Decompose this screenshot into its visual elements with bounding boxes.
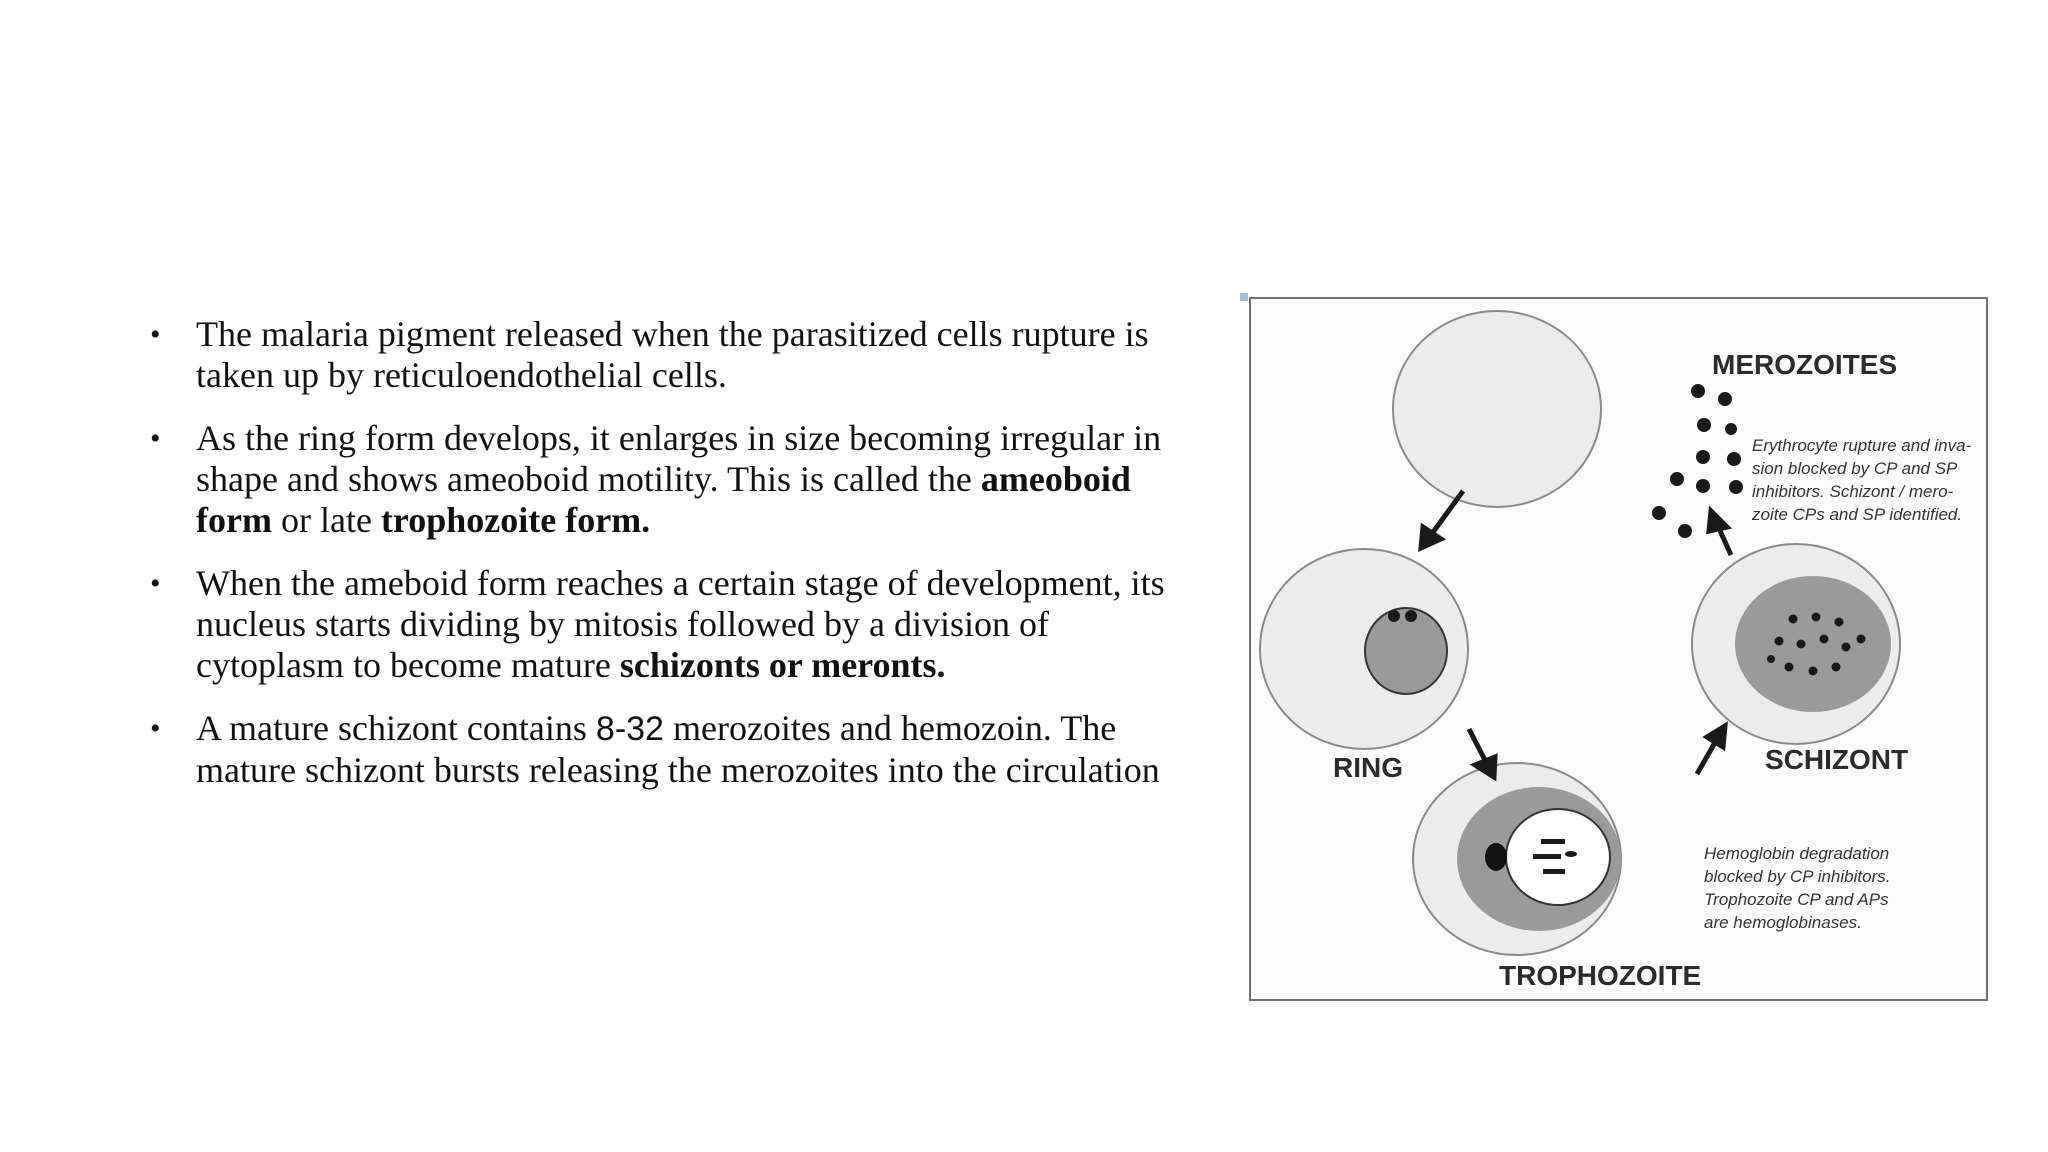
bullet-item (150, 418, 1200, 541)
bullet-item (150, 314, 1200, 396)
bullet-text: A mature schizont contains (196, 708, 596, 748)
bullet-text: merozoites and hemozoin. The mature schizont bursts releasing the merozoites into the circulation (196, 708, 1160, 790)
arrow-to-ring (1431, 491, 1463, 535)
life-cycle-diagram (1251, 299, 1986, 999)
selection-handle (1240, 293, 1248, 301)
bullet-text: ameoboid form (196, 459, 1131, 540)
bullet-dot: • (150, 712, 161, 745)
svg-text:Erythrocyte rupture and inva-: Erythrocyte rupture and inva- (1752, 436, 1972, 455)
label-trophozoite: TROPHOZOITE (1499, 960, 1702, 991)
svg-text:Hemoglobin degradation: Hemoglobin degradation (1704, 844, 1890, 863)
bullet-text: schizonts or meronts. (619, 645, 946, 685)
bullet-text: The malaria pigment released when the parasitized cells rupture is taken up by reticuloendothelial cells. (196, 314, 1149, 395)
svg-text:are hemoglobinases.: are hemoglobinases. (1704, 913, 1862, 932)
schizont-parasite (1735, 576, 1891, 712)
trophozoite-chromatin-black (1485, 843, 1507, 871)
label-ring: RING (1333, 752, 1403, 783)
bullet-dot: • (150, 567, 161, 600)
svg-text:zoite CPs and SP identified.: zoite CPs and SP identified. (1752, 505, 1963, 524)
bullet-item (150, 708, 1200, 791)
bullet-text: 8-32 (595, 710, 664, 748)
merozoite-dots (1652, 384, 1743, 538)
bullet-item (150, 563, 1200, 686)
ruptured-cell (1393, 311, 1601, 507)
bullet-dot: • (150, 422, 161, 455)
ring-parasite (1365, 608, 1447, 694)
life-cycle-figure (1249, 297, 1988, 1001)
bullet-list (150, 314, 1200, 813)
bullet-text: As the ring form develops, it enlarges in size becoming irregular in shape and shows ameoboid motility. This is called the (196, 418, 1162, 499)
note-hemoglobin (1704, 844, 1890, 932)
note-rupture (1751, 436, 1972, 524)
bullet-text: trophozoite form. (380, 500, 651, 540)
bullet-dot: • (150, 318, 161, 351)
svg-text:Trophozoite CP and APs: Trophozoite CP and APs (1704, 890, 1889, 909)
label-schizont: SCHIZONT (1765, 744, 1909, 775)
svg-text:sion blocked by CP and SP: sion blocked by CP and SP (1752, 459, 1958, 478)
svg-text:inhibitors. Schizont / mero-: inhibitors. Schizont / mero- (1752, 482, 1954, 501)
label-merozoites: MEROZOITES (1712, 349, 1898, 380)
svg-text:blocked by CP inhibitors.: blocked by CP inhibitors. (1704, 867, 1891, 886)
bullet-text: or late (271, 500, 381, 540)
bullet-text: When the ameboid form reaches a certain stage of development, its nucleus starts dividing by mitosis followed by a division of cytoplasm to become mature (196, 563, 1165, 685)
